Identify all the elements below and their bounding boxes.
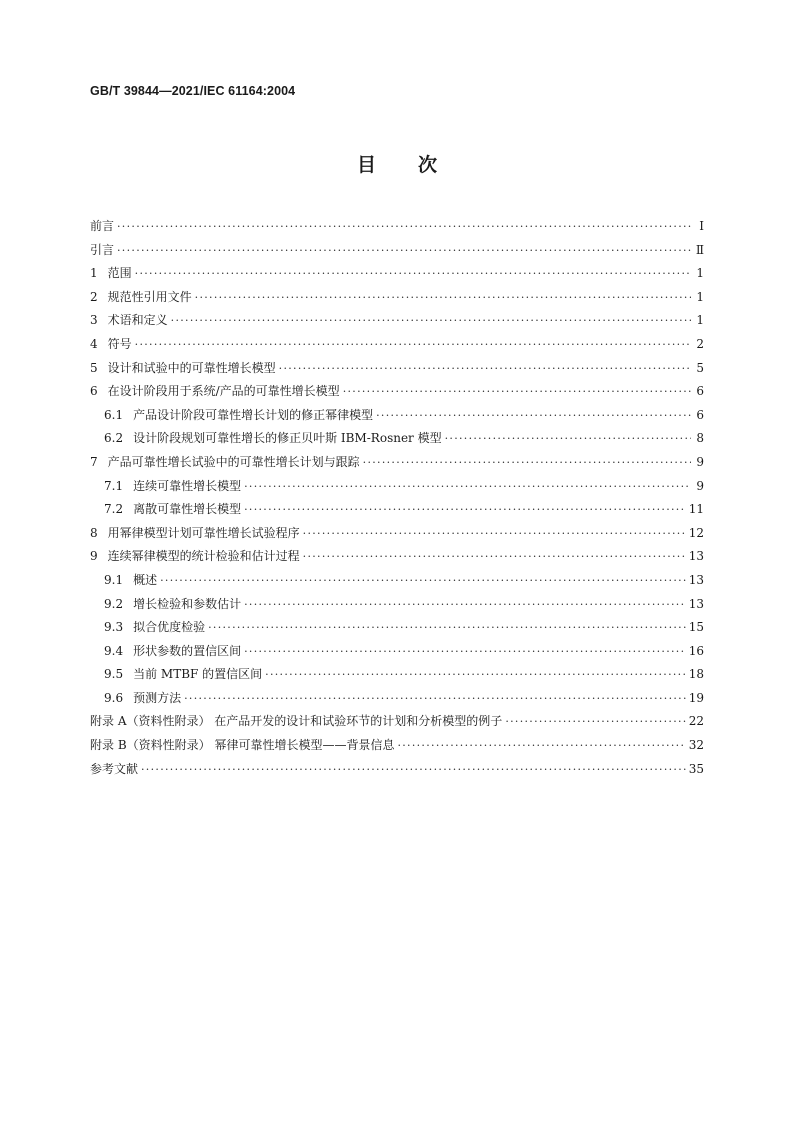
toc-entry-1[interactable] (90, 265, 704, 289)
leader-dots (244, 502, 686, 518)
toc-label: 符号 (107, 336, 132, 351)
toc-label: 预测方法 (133, 690, 182, 705)
leader-dots (397, 738, 685, 754)
toc-page: 9 (696, 454, 704, 469)
toc-number: 7.1 (104, 478, 124, 493)
leader-dots (135, 337, 691, 353)
toc-entry-8[interactable] (90, 525, 704, 549)
toc-number: 4 (90, 336, 98, 351)
toc-label: 用幂律模型计划可靠性增长试验程序 (107, 525, 300, 540)
leader-dots (363, 455, 691, 471)
toc-entry-6-2[interactable] (90, 430, 704, 454)
toc-number: 9.1 (104, 572, 124, 587)
toc-label: 连续可靠性增长模型 (133, 478, 242, 493)
toc-entry-5[interactable] (90, 360, 704, 384)
toc-entry-foreword[interactable] (90, 218, 704, 242)
toc-page: 2 (696, 336, 704, 351)
toc-number: 9.3 (104, 620, 124, 635)
toc-label: 产品可靠性增长试验中的可靠性增长计划与跟踪 (107, 454, 360, 469)
toc-entry-appendix-a[interactable] (90, 713, 704, 737)
leader-dots (303, 526, 686, 542)
toc-page: 19 (688, 690, 704, 705)
toc-label: 前言 (90, 219, 115, 233)
toc-page: 18 (688, 667, 704, 682)
toc-entry-9-2[interactable] (90, 596, 704, 620)
toc-number: 6.1 (104, 407, 124, 422)
toc-entry-9-6[interactable] (90, 690, 704, 714)
leader-dots (171, 313, 691, 329)
toc-entry-9-1[interactable] (90, 572, 704, 596)
toc-page: 6 (696, 407, 704, 422)
leader-dots (265, 667, 686, 683)
toc-number: 9.6 (104, 690, 124, 705)
toc-number: 8 (90, 525, 98, 540)
toc-label: 设计和试验中的可靠性增长模型 (107, 360, 276, 375)
toc-number: 6 (90, 384, 98, 399)
toc-label: 参考文献 (90, 761, 139, 776)
toc-entry-7-1[interactable] (90, 478, 704, 502)
toc-number: 6.2 (104, 431, 124, 446)
toc-page: 9 (696, 478, 704, 493)
toc-entry-6-1[interactable] (90, 407, 704, 431)
toc-label: 附录 A（资料性附录） 在产品开发的设计和试验环节的计划和分析模型的例子 (90, 714, 503, 729)
toc-page: 15 (688, 620, 704, 635)
toc-label: 形状参数的置信区间 (133, 643, 242, 658)
toc-label: 设计阶段规划可靠性增长的修正贝叶斯 IBM-Rosner 模型 (133, 431, 442, 446)
toc-label: 附录 B（资料性附录） 幂律可靠性增长模型——背景信息 (90, 738, 395, 753)
leader-dots (244, 644, 686, 660)
toc-label: 产品设计阶段可靠性增长计划的修正幂律模型 (133, 407, 374, 422)
toc-entry-3[interactable] (90, 312, 704, 336)
toc-entry-appendix-b[interactable] (90, 737, 704, 761)
toc-label: 在设计阶段用于系统/产品的可靠性增长模型 (107, 384, 340, 399)
toc-entry-7-2[interactable] (90, 501, 704, 525)
toc-entry-2[interactable] (90, 289, 704, 313)
leader-dots (244, 597, 686, 613)
toc-page: 5 (696, 360, 704, 375)
toc-label: 术语和定义 (107, 313, 168, 328)
toc-page: 1 (696, 313, 704, 328)
toc-label: 范围 (107, 266, 132, 281)
toc-number: 9.2 (104, 596, 124, 611)
leader-dots (141, 762, 686, 778)
toc-entry-7[interactable] (90, 454, 704, 478)
toc-entry-9-3[interactable] (90, 619, 704, 643)
toc-label: 概述 (133, 572, 158, 587)
toc-entry-9-4[interactable] (90, 643, 704, 667)
toc-label: 规范性引用文件 (107, 289, 192, 304)
page-title (0, 150, 794, 177)
toc-page: 8 (696, 431, 704, 446)
toc-entry-bibliography[interactable] (90, 761, 704, 785)
toc-page: 1 (696, 289, 704, 304)
leader-dots (117, 219, 691, 235)
leader-dots (279, 361, 691, 377)
toc-entry-9[interactable] (90, 548, 704, 572)
toc-number: 2 (90, 289, 98, 304)
leader-dots (445, 431, 691, 447)
toc-page: Ⅱ (695, 242, 704, 257)
toc-number: 9 (90, 549, 98, 564)
toc-number: 5 (90, 360, 98, 375)
toc-entry-introduction[interactable] (90, 242, 704, 266)
toc-page: 22 (688, 714, 704, 729)
toc-page: 13 (688, 549, 704, 564)
toc-page: 12 (688, 525, 704, 540)
toc-page: 32 (688, 738, 704, 753)
leader-dots (160, 573, 686, 589)
title-part-2: 次 (418, 154, 438, 176)
toc-number: 7.2 (104, 502, 124, 517)
toc-number: 3 (90, 313, 98, 328)
leader-dots (195, 290, 691, 306)
toc-label: 离散可靠性增长模型 (133, 502, 242, 517)
toc-page: 6 (696, 384, 704, 399)
toc-page: 1 (696, 266, 704, 281)
leader-dots (208, 620, 686, 636)
toc-label: 增长检验和参数估计 (133, 596, 242, 611)
toc-entry-4[interactable] (90, 336, 704, 360)
toc-entry-6[interactable] (90, 383, 704, 407)
toc-number: 9.5 (104, 667, 124, 682)
document-header: GB/T 39844—2021/IEC 61164:2004 (90, 84, 296, 98)
table-of-contents (90, 218, 704, 784)
toc-label: 引言 (90, 242, 115, 257)
toc-number: 7 (90, 454, 98, 469)
toc-label: 连续幂律模型的统计检验和估计过程 (107, 549, 300, 564)
toc-page: 13 (688, 596, 704, 611)
leader-dots (244, 479, 691, 495)
title-part-1: 目 (356, 154, 376, 176)
toc-page: 11 (688, 502, 704, 517)
toc-label: 拟合优度检验 (133, 620, 206, 635)
leader-dots (303, 549, 686, 565)
toc-number: 1 (90, 266, 98, 281)
leader-dots (135, 266, 691, 282)
toc-number: 9.4 (104, 643, 124, 658)
toc-page: 13 (688, 572, 704, 587)
leader-dots (376, 408, 691, 424)
leader-dots (184, 691, 686, 707)
toc-page: 16 (688, 643, 704, 658)
toc-page: 35 (688, 761, 704, 776)
toc-page: Ⅰ (699, 219, 704, 233)
leader-dots (505, 714, 685, 730)
toc-entry-9-5[interactable] (90, 666, 704, 690)
leader-dots (343, 384, 691, 400)
leader-dots (117, 243, 691, 259)
toc-label: 当前 MTBF 的置信区间 (133, 667, 263, 682)
